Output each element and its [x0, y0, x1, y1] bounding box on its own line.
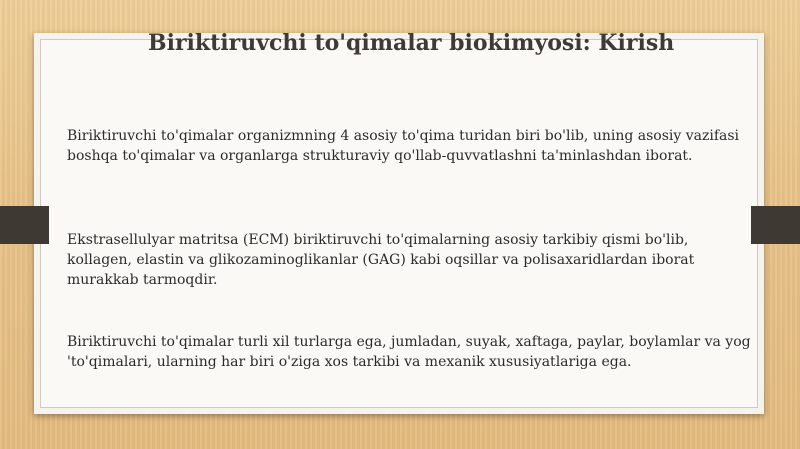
paragraph-3: Biriktiruvchi to'qimalar turli xil turlarga ega, jumladan, suyak, xaftaga, paylar, boylamlar va yog 'to'qimalari, ularning har biri o'ziga xos tarkibi va mexanik xususiyatlariga ega. [67, 334, 751, 370]
right-decorative-tab [751, 206, 800, 244]
paragraph-2: Ekstrasellulyar matritsa (ECM) biriktiruvchi to'qimalarning asosiy tarkibiy qismi bo'lib, kollagen, elastin va glikozaminoglikanlar (GAG) kabi oqsillar va polisaxaridlardan iborat murakkab tarmoqdir. [67, 232, 695, 288]
slide-title: Biriktiruvchi to'qimalar biokimyosi: Kirish [148, 30, 675, 56]
left-decorative-tab [0, 206, 49, 244]
paragraph-1: Biriktiruvchi to'qimalar organizmning 4 asosiy to'qima turidan biri bo'lib, uning asosiy vazifasi boshqa to'qimalar va organlarga strukturaviy qo'llab-quvvatlashni ta'minlashdan iborat. [67, 128, 740, 164]
